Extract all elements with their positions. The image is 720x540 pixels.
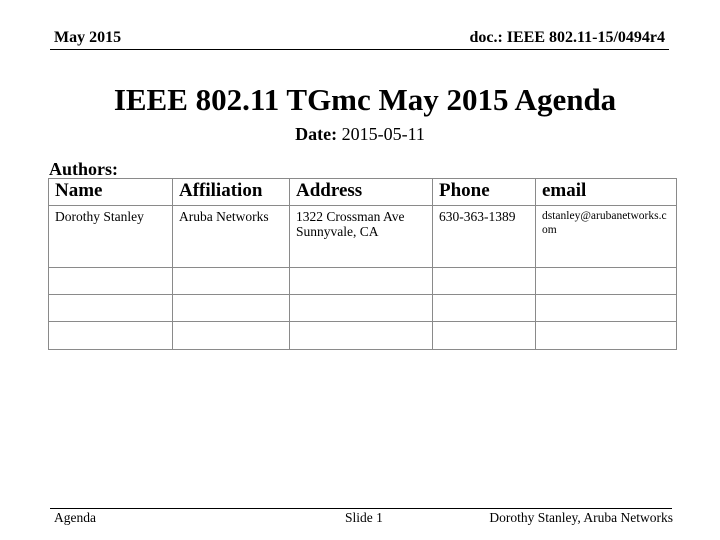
header-doc-id: doc.: IEEE 802.11-15/0494r4 [469,29,665,46]
table-row [49,206,677,268]
col-header-affiliation: Affiliation [173,179,290,206]
cell-phone: 630-363-1389 [433,206,536,268]
cell-name: Dorothy Stanley [49,206,173,268]
address-line-2: Sunnyvale, CA [296,224,379,239]
date-line [0,124,720,145]
col-header-phone: Phone [433,179,536,206]
col-header-name: Name [49,179,173,206]
footer-author: Dorothy Stanley, Aruba Networks [489,510,673,525]
date-value: 2015-05-11 [341,124,425,144]
table-header-row [49,179,677,206]
footer-rule [50,508,672,509]
address-line-1: 1322 Crossman Ave [296,209,405,224]
col-header-email: email [536,179,677,206]
cell-address [290,206,433,268]
header-date: May 2015 [54,29,122,46]
authors-table [48,178,677,350]
header-rule [50,49,669,50]
date-label: Date: [295,124,338,144]
table-row-empty [49,295,677,322]
authors-label: Authors: [49,159,119,179]
cell-email: dstanley@arubanetworks.com [536,206,677,268]
table-row-empty [49,268,677,295]
cell-affiliation: Aruba Networks [173,206,290,268]
footer-slide-number: Slide 1 [345,510,383,525]
col-header-address: Address [290,179,433,206]
footer-left: Agenda [54,510,96,525]
table-row-empty [49,322,677,350]
slide-title: IEEE 802.11 TGmc May 2015 Agenda [113,82,617,117]
